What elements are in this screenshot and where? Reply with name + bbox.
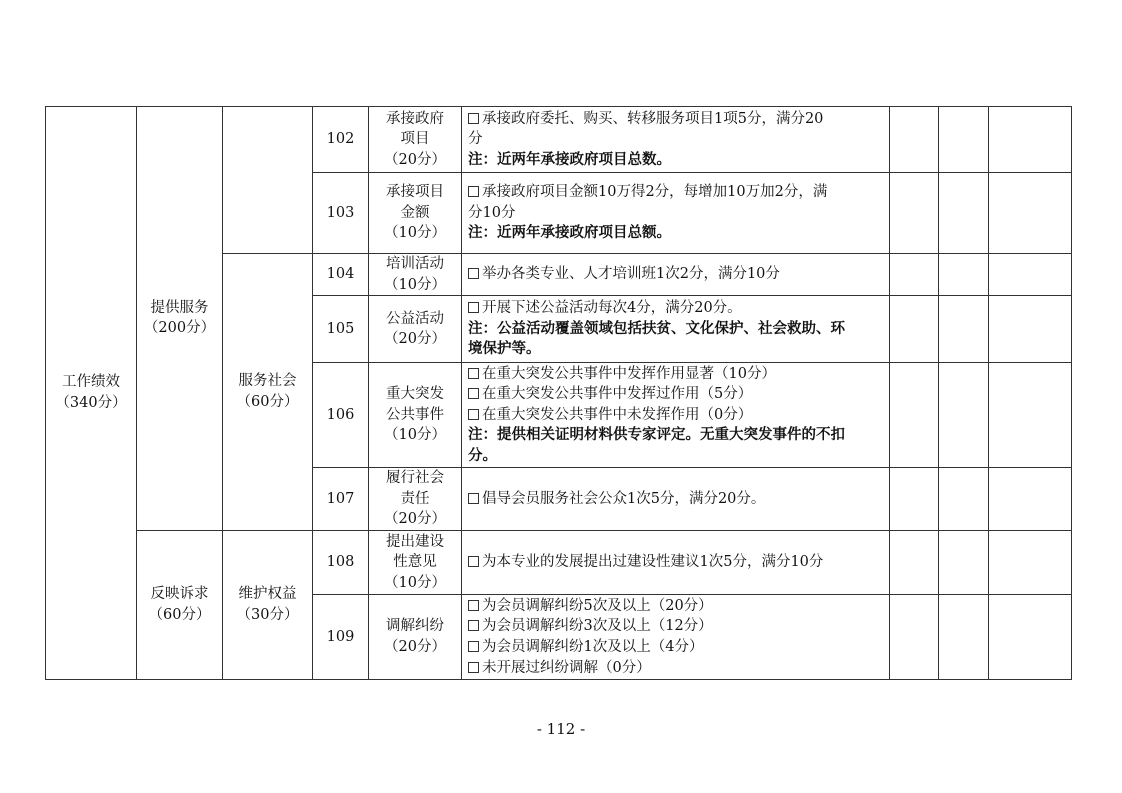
page-number: - 112 - <box>536 720 586 738</box>
item-id: 105 <box>313 296 369 363</box>
item-name-line: 项目 <box>400 131 430 148</box>
score-cell <box>939 296 989 363</box>
option-text: 未开展过纠纷调解（0分） <box>482 659 651 676</box>
option-text: 开展下述公益活动每次4分，满分20分。 <box>482 300 742 317</box>
checkbox-icon[interactable] <box>468 662 479 673</box>
item-name-cell <box>369 594 462 679</box>
score-cell <box>890 530 939 594</box>
remark-cell <box>989 254 1072 296</box>
criteria-cell <box>462 594 890 679</box>
group-score: （200分） <box>143 320 216 337</box>
item-name-cell <box>369 530 462 594</box>
score-cell <box>939 594 989 679</box>
category-name: 工作绩效 <box>62 374 120 391</box>
option-text: 为会员调解纠纷5次及以上（20分） <box>482 597 713 614</box>
checkbox-icon[interactable] <box>468 620 479 631</box>
item-name-cell <box>369 254 462 296</box>
subgroup-score: （30分） <box>236 606 299 623</box>
group-cell <box>137 530 223 679</box>
score-cell <box>890 363 939 468</box>
item-name-line: 提出建设 <box>386 533 444 550</box>
checkbox-icon[interactable] <box>468 641 479 652</box>
table-row <box>46 107 1072 173</box>
checkbox-icon[interactable] <box>468 268 479 279</box>
item-score: （10分） <box>384 427 446 444</box>
score-cell <box>939 530 989 594</box>
remark-cell <box>989 468 1072 531</box>
note-text: 注：近两年承接政府项目总数。 <box>468 150 671 168</box>
item-name-cell <box>369 296 462 363</box>
category-cell <box>46 107 137 680</box>
item-id: 109 <box>313 594 369 679</box>
item-score: （10分） <box>384 276 446 293</box>
score-cell <box>890 173 939 254</box>
score-cell <box>939 468 989 531</box>
remark-cell <box>989 107 1072 173</box>
criteria-cell <box>462 363 890 468</box>
item-id: 107 <box>313 468 369 531</box>
note-text: 分。 <box>468 447 497 465</box>
subgroup-cell <box>223 530 313 679</box>
group-name: 反映诉求 <box>150 586 209 603</box>
remark-cell <box>989 296 1072 363</box>
note-text: 注：提供相关证明材料供专家评定。无重大突发事件的不扣 <box>468 426 845 444</box>
item-name-line: 重大突发 <box>386 386 444 403</box>
item-name-line: 责任 <box>400 490 430 507</box>
item-name-line: 承接政府 <box>386 110 444 127</box>
score-cell <box>939 107 989 173</box>
criteria-cell <box>462 468 890 531</box>
option-text: 为会员调解纠纷1次及以上（4分） <box>482 638 704 655</box>
evaluation-table <box>45 106 1072 680</box>
item-score: （20分） <box>384 638 446 655</box>
criteria-cell <box>462 296 890 363</box>
item-name-line: 承接项目 <box>386 184 444 201</box>
subgroup-name: 服务社会 <box>238 373 297 390</box>
note-text: 注：公益活动覆盖领域包括扶贫、文化保护、社会救助、环 <box>468 319 845 337</box>
remark-cell <box>989 173 1072 254</box>
checkbox-icon[interactable] <box>468 186 479 197</box>
item-id: 103 <box>313 173 369 254</box>
item-score: （20分） <box>384 511 446 528</box>
item-name-line: 公共事件 <box>386 406 444 423</box>
remark-cell <box>989 363 1072 468</box>
item-name-line: 培训活动 <box>386 256 444 272</box>
subgroup-cell <box>223 254 313 531</box>
criteria-cell <box>462 107 890 173</box>
item-name-line: 调解纠纷 <box>386 618 444 635</box>
option-text: 为本专业的发展提出过建设性建议1次5分，满分10分 <box>482 554 824 571</box>
score-cell <box>890 107 939 173</box>
item-name-cell <box>369 107 462 173</box>
note-text: 境保护等。 <box>468 340 541 358</box>
criteria-cell <box>462 254 890 296</box>
checkbox-icon[interactable] <box>468 493 479 504</box>
item-name-cell <box>369 363 462 468</box>
checkbox-icon[interactable] <box>468 368 479 379</box>
score-cell <box>890 254 939 296</box>
option-text: 举办各类专业、人才培训班1次2分，满分10分 <box>482 266 780 283</box>
option-text: 承接政府委托、购买、转移服务项目1项5分，满分20 <box>482 110 824 127</box>
option-text: 在重大突发公共事件中发挥过作用（5分） <box>482 386 753 403</box>
category-score: （340分） <box>55 394 127 411</box>
item-name-line: 公益活动 <box>386 310 444 327</box>
checkbox-icon[interactable] <box>468 113 479 124</box>
remark-cell <box>989 530 1072 594</box>
score-cell <box>939 173 989 254</box>
table-row <box>46 530 1072 594</box>
criteria-cell <box>462 530 890 594</box>
item-score: （10分） <box>384 225 446 242</box>
item-score: （20分） <box>384 151 446 168</box>
score-cell <box>890 468 939 531</box>
option-text: 分 <box>468 131 483 148</box>
item-id: 108 <box>313 530 369 594</box>
checkbox-icon[interactable] <box>468 409 479 420</box>
subgroup-cell-empty <box>223 107 313 254</box>
item-id: 102 <box>313 107 369 173</box>
option-text: 在重大突发公共事件中未发挥作用（0分） <box>482 406 753 423</box>
remark-cell <box>989 594 1072 679</box>
score-cell <box>939 363 989 468</box>
subgroup-score: （60分） <box>236 393 299 410</box>
item-name-line: 性意见 <box>393 554 437 571</box>
item-score: （10分） <box>384 574 446 591</box>
checkbox-icon[interactable] <box>468 388 479 399</box>
criteria-cell <box>462 173 890 254</box>
item-name-line: 履行社会 <box>386 470 444 487</box>
item-name-line: 金额 <box>400 204 430 221</box>
group-score: （60分） <box>148 606 211 623</box>
checkbox-icon[interactable] <box>468 556 479 567</box>
group-cell <box>137 107 223 531</box>
subgroup-name: 维护权益 <box>238 586 297 603</box>
option-text: 分10分 <box>468 204 516 221</box>
option-text: 为会员调解纠纷3次及以上（12分） <box>482 618 713 635</box>
score-cell <box>890 296 939 363</box>
note-text: 注：近两年承接政府项目总额。 <box>468 224 671 242</box>
item-id: 104 <box>313 254 369 296</box>
option-text: 倡导会员服务社会公众1次5分，满分20分。 <box>482 490 766 507</box>
option-text: 在重大突发公共事件中发挥作用显著（10分） <box>482 365 776 382</box>
item-name-cell <box>369 468 462 531</box>
checkbox-icon[interactable] <box>468 302 479 313</box>
score-cell <box>939 254 989 296</box>
item-id: 106 <box>313 363 369 468</box>
option-text: 承接政府项目金额10万得2分，每增加10万加2分，满 <box>482 184 828 201</box>
group-name: 提供服务 <box>150 299 209 316</box>
checkbox-icon[interactable] <box>468 600 479 611</box>
item-name-cell <box>369 173 462 254</box>
item-score: （20分） <box>384 331 446 348</box>
score-cell <box>890 594 939 679</box>
